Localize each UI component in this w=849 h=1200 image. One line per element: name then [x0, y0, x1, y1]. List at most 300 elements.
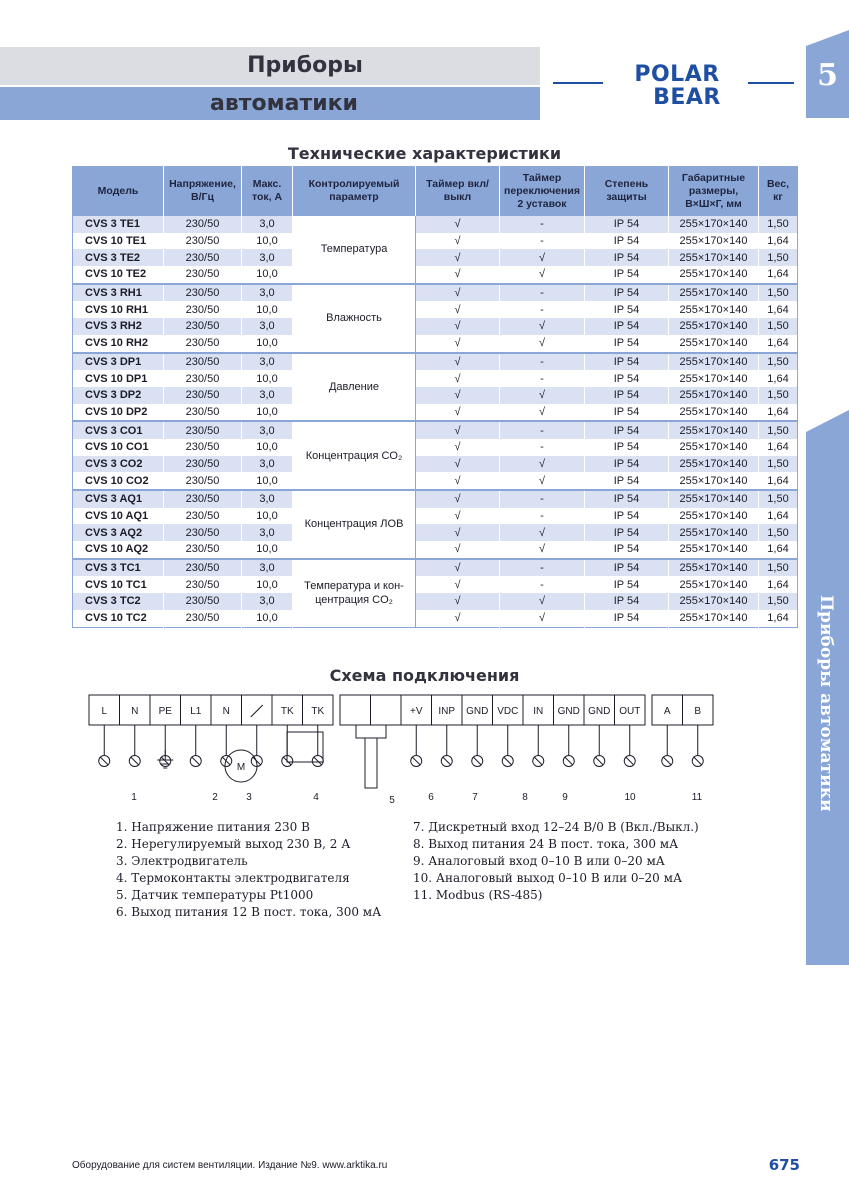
table-cell: 230/50: [164, 541, 242, 559]
table-cell: 255×170×140: [669, 233, 759, 250]
callout-number: 10: [624, 792, 636, 803]
callout-number: 3: [246, 792, 252, 803]
table-cell: 230/50: [164, 216, 242, 233]
terminal-label: TK: [280, 706, 294, 717]
specs-title: Технические характеристики: [287, 144, 562, 163]
callout-number: 6: [428, 792, 434, 803]
table-cell: 255×170×140: [669, 593, 759, 610]
table-cell: 255×170×140: [669, 370, 759, 387]
table-cell: 3,0: [242, 353, 293, 371]
terminal-label: GND: [466, 706, 489, 717]
table-cell: IP 54: [585, 284, 669, 302]
screw-slot: [131, 757, 139, 765]
terminal-label: VDC: [497, 706, 519, 717]
table-cell: √: [500, 610, 585, 627]
table-cell: 255×170×140: [669, 421, 759, 439]
terminal-label: L: [101, 706, 108, 717]
wiring-diagram: [0, 690, 849, 810]
table-cell: CVS 3 CO1: [73, 421, 164, 439]
table-cell: CVS 3 TC2: [73, 593, 164, 610]
screw-slot: [192, 757, 200, 765]
table-row: [73, 490, 798, 508]
table-cell: √: [416, 472, 500, 490]
screw-slot: [626, 757, 634, 765]
footer-text: Оборудование для систем вентиляции. Издание №9. www.arktika.ru: [72, 1160, 388, 1171]
screw-slot: [473, 757, 481, 765]
table-cell: √: [500, 456, 585, 473]
callout-number: 11: [691, 792, 703, 803]
legend-item: 1. Напряжение питания 230 В: [116, 820, 310, 834]
table-cell: 1,50: [759, 559, 798, 577]
table-cell: 230/50: [164, 508, 242, 525]
table-cell: √: [416, 404, 500, 422]
table-cell: √: [416, 541, 500, 559]
table-cell: CVS 10 RH1: [73, 301, 164, 318]
table-cell: √: [416, 233, 500, 250]
table-cell: 1,50: [759, 249, 798, 266]
table-cell: 1,50: [759, 490, 798, 508]
chapter-tab: [806, 30, 849, 118]
chapter-number: 5: [817, 58, 838, 93]
table-cell: 3,0: [242, 490, 293, 508]
table-cell: 10,0: [242, 404, 293, 422]
header-title-line2-box: [0, 87, 540, 120]
legend-item: 9. Аналоговый вход 0–10 В или 0–20 мА: [413, 854, 665, 868]
table-cell: √: [500, 472, 585, 490]
table-cell: 10,0: [242, 233, 293, 250]
table-cell: √: [416, 353, 500, 371]
side-section-label: Приборы автоматики: [816, 595, 836, 812]
table-row: [73, 508, 798, 525]
legend-item: 8. Выход питания 24 В пост. тока, 300 мА: [413, 837, 679, 851]
table-cell: -: [500, 421, 585, 439]
table-cell: 3,0: [242, 421, 293, 439]
legend-item: 3. Электродвигатель: [116, 854, 248, 868]
table-cell: CVS 3 RH1: [73, 284, 164, 302]
table-cell: 255×170×140: [669, 576, 759, 593]
table-cell: 10,0: [242, 439, 293, 456]
terminal-label: PE: [158, 706, 172, 717]
table-cell: 255×170×140: [669, 610, 759, 627]
table-cell: 255×170×140: [669, 490, 759, 508]
table-cell: √: [500, 249, 585, 266]
table-cell: 230/50: [164, 284, 242, 302]
table-cell: -: [500, 490, 585, 508]
table-cell: 1,64: [759, 266, 798, 284]
table-cell: IP 54: [585, 508, 669, 525]
table-cell: CVS 3 TE1: [73, 216, 164, 233]
table-row: [73, 335, 798, 353]
table-cell: 230/50: [164, 472, 242, 490]
screw-slot: [412, 757, 420, 765]
table-cell: 1,64: [759, 541, 798, 559]
table-cell: IP 54: [585, 593, 669, 610]
table-cell: 230/50: [164, 370, 242, 387]
table-cell: √: [500, 524, 585, 541]
table-cell: √: [500, 318, 585, 335]
parameter-cell: Влажность: [293, 284, 416, 353]
table-cell: 230/50: [164, 353, 242, 371]
table-cell: 3,0: [242, 559, 293, 577]
table-row: [73, 439, 798, 456]
motor-label: M: [236, 762, 246, 773]
table-cell: 255×170×140: [669, 387, 759, 404]
table-row: [73, 472, 798, 490]
table-cell: 230/50: [164, 456, 242, 473]
table-cell: 10,0: [242, 335, 293, 353]
table-cell: 1,50: [759, 524, 798, 541]
table-row: [73, 524, 798, 541]
table-cell: 1,64: [759, 472, 798, 490]
table-cell: 3,0: [242, 593, 293, 610]
table-row: [73, 266, 798, 284]
table-cell: IP 54: [585, 559, 669, 577]
table-cell: IP 54: [585, 335, 669, 353]
table-cell: 1,64: [759, 576, 798, 593]
table-cell: -: [500, 576, 585, 593]
screw-slot: [663, 757, 671, 765]
table-cell: CVS 10 RH2: [73, 335, 164, 353]
table-row: [73, 404, 798, 422]
table-cell: 1,50: [759, 216, 798, 233]
table-row: [73, 421, 798, 439]
specs-header-row: [73, 166, 798, 216]
table-cell: -: [500, 439, 585, 456]
terminal-label: B: [694, 706, 702, 717]
table-cell: CVS 10 AQ2: [73, 541, 164, 559]
table-cell: √: [416, 559, 500, 577]
screw-slot: [100, 757, 108, 765]
table-cell: CVS 10 AQ1: [73, 508, 164, 525]
table-row: [73, 610, 798, 627]
table-cell: √: [416, 216, 500, 233]
table-cell: 3,0: [242, 216, 293, 233]
column-header: Вес, кг: [759, 166, 798, 216]
table-cell: 10,0: [242, 508, 293, 525]
terminal-label: IN: [533, 706, 544, 717]
screw-slot: [443, 757, 451, 765]
specs-body: [73, 216, 798, 627]
table-cell: 230/50: [164, 301, 242, 318]
screw-slot: [565, 757, 573, 765]
table-row: [73, 249, 798, 266]
legend-item: 10. Аналоговый выход 0–10 В или 0–20 мА: [413, 871, 683, 885]
table-cell: IP 54: [585, 541, 669, 559]
table-cell: -: [500, 301, 585, 318]
screw-slot: [595, 757, 603, 765]
table-cell: 255×170×140: [669, 439, 759, 456]
table-cell: √: [500, 387, 585, 404]
table-cell: 1,50: [759, 318, 798, 335]
table-cell: 3,0: [242, 318, 293, 335]
table-cell: 230/50: [164, 318, 242, 335]
table-cell: 230/50: [164, 593, 242, 610]
table-cell: √: [500, 541, 585, 559]
table-cell: 230/50: [164, 387, 242, 404]
table-cell: 230/50: [164, 421, 242, 439]
table-cell: 10,0: [242, 301, 293, 318]
regulator-icon: [251, 705, 263, 717]
table-cell: 255×170×140: [669, 508, 759, 525]
table-row: [73, 387, 798, 404]
table-row: [73, 370, 798, 387]
callout-number: 9: [562, 792, 568, 803]
callout-number: 2: [212, 792, 218, 803]
table-cell: 10,0: [242, 610, 293, 627]
table-cell: √: [500, 266, 585, 284]
table-cell: 255×170×140: [669, 559, 759, 577]
table-cell: 255×170×140: [669, 335, 759, 353]
table-cell: 255×170×140: [669, 266, 759, 284]
table-cell: 10,0: [242, 370, 293, 387]
legend-item: 4. Термоконтакты электродвигателя: [116, 871, 350, 885]
terminal-label: OUT: [619, 706, 641, 717]
table-cell: 230/50: [164, 439, 242, 456]
table-cell: -: [500, 284, 585, 302]
column-header: Степень защиты: [585, 166, 669, 216]
screw-slot: [694, 757, 702, 765]
table-cell: √: [500, 335, 585, 353]
table-cell: IP 54: [585, 439, 669, 456]
table-cell: 255×170×140: [669, 318, 759, 335]
table-cell: 10,0: [242, 472, 293, 490]
table-cell: √: [416, 370, 500, 387]
table-cell: √: [416, 301, 500, 318]
table-cell: 3,0: [242, 387, 293, 404]
legend-item: 5. Датчик температуры Pt1000: [116, 888, 314, 902]
table-cell: 255×170×140: [669, 456, 759, 473]
table-row: [73, 559, 798, 577]
legend-left-list: [116, 819, 381, 921]
table-cell: 10,0: [242, 576, 293, 593]
parameter-cell: Концентрация ЛОВ: [293, 490, 416, 559]
table-cell: CVS 3 TC1: [73, 559, 164, 577]
screw-slot: [504, 757, 512, 765]
table-cell: √: [416, 593, 500, 610]
table-cell: 3,0: [242, 284, 293, 302]
callout-number: 5: [389, 795, 395, 806]
table-cell: √: [416, 249, 500, 266]
table-cell: CVS 10 DP1: [73, 370, 164, 387]
table-cell: 230/50: [164, 576, 242, 593]
table-cell: 255×170×140: [669, 249, 759, 266]
terminal-label: GND: [557, 706, 580, 717]
table-cell: √: [416, 387, 500, 404]
table-cell: 1,50: [759, 353, 798, 371]
table-cell: IP 54: [585, 370, 669, 387]
table-cell: -: [500, 508, 585, 525]
table-cell: 1,64: [759, 610, 798, 627]
table-cell: √: [416, 456, 500, 473]
legend-item: 2. Нерегулируемый выход 230 В, 2 А: [116, 837, 351, 851]
logo-left-rule: [553, 82, 603, 84]
column-header: Напряжение, В/Гц: [164, 166, 242, 216]
table-cell: √: [416, 439, 500, 456]
brand-logo-line2: BEAR: [653, 85, 721, 110]
table-cell: IP 54: [585, 456, 669, 473]
table-cell: -: [500, 559, 585, 577]
table-cell: -: [500, 233, 585, 250]
terminal-label: N: [222, 706, 230, 717]
table-cell: CVS 3 TE2: [73, 249, 164, 266]
temperature-sensor-icon: [365, 738, 377, 788]
table-cell: 230/50: [164, 266, 242, 284]
header-title-line1-box: [0, 47, 540, 85]
table-row: [73, 593, 798, 610]
table-row: [73, 284, 798, 302]
parameter-cell: Температура и кон-центрация CO₂: [293, 559, 416, 627]
table-cell: IP 54: [585, 353, 669, 371]
table-cell: CVS 3 RH2: [73, 318, 164, 335]
table-cell: CVS 3 DP2: [73, 387, 164, 404]
logo-right-rule: [748, 82, 794, 84]
table-cell: √: [416, 284, 500, 302]
table-cell: √: [416, 490, 500, 508]
table-row: [73, 353, 798, 371]
column-header: Габаритные размеры, В×Ш×Г, мм: [669, 166, 759, 216]
parameter-cell: Температура: [293, 216, 416, 284]
table-cell: 230/50: [164, 404, 242, 422]
table-cell: 3,0: [242, 456, 293, 473]
table-cell: 1,50: [759, 593, 798, 610]
table-cell: CVS 10 CO1: [73, 439, 164, 456]
terminal-label: TK: [311, 706, 325, 717]
table-row: [73, 318, 798, 335]
sensor-wire: [356, 725, 386, 738]
table-cell: 1,50: [759, 284, 798, 302]
table-cell: √: [416, 508, 500, 525]
table-cell: IP 54: [585, 249, 669, 266]
table-cell: √: [500, 593, 585, 610]
table-cell: IP 54: [585, 266, 669, 284]
table-cell: √: [500, 404, 585, 422]
callout-number: 8: [522, 792, 528, 803]
table-cell: CVS 3 AQ1: [73, 490, 164, 508]
table-cell: IP 54: [585, 233, 669, 250]
terminal-label: A: [663, 706, 671, 717]
table-cell: CVS 10 DP2: [73, 404, 164, 422]
table-cell: 1,64: [759, 404, 798, 422]
table-cell: CVS 10 TE2: [73, 266, 164, 284]
table-row: [73, 233, 798, 250]
table-cell: √: [416, 610, 500, 627]
table-row: [73, 216, 798, 233]
table-cell: CVS 3 AQ2: [73, 524, 164, 541]
table-cell: 255×170×140: [669, 216, 759, 233]
table-cell: IP 54: [585, 576, 669, 593]
table-row: [73, 456, 798, 473]
table-cell: 1,50: [759, 387, 798, 404]
table-cell: 10,0: [242, 266, 293, 284]
table-row: [73, 576, 798, 593]
table-cell: 255×170×140: [669, 541, 759, 559]
table-cell: 255×170×140: [669, 301, 759, 318]
table-cell: 230/50: [164, 335, 242, 353]
table-cell: CVS 3 DP1: [73, 353, 164, 371]
table-cell: 1,64: [759, 439, 798, 456]
table-cell: 255×170×140: [669, 524, 759, 541]
column-header: Макс. ток, А: [242, 166, 293, 216]
table-cell: 1,64: [759, 335, 798, 353]
table-cell: IP 54: [585, 301, 669, 318]
table-cell: IP 54: [585, 490, 669, 508]
parameter-cell: Концентрация CO₂: [293, 421, 416, 490]
table-cell: √: [416, 318, 500, 335]
table-cell: CVS 3 CO2: [73, 456, 164, 473]
table-cell: IP 54: [585, 524, 669, 541]
callout-number: 4: [313, 792, 319, 803]
table-cell: 230/50: [164, 233, 242, 250]
brand-logo-line1: POLAR: [634, 62, 720, 87]
table-cell: 230/50: [164, 524, 242, 541]
table-cell: 1,64: [759, 370, 798, 387]
table-cell: 255×170×140: [669, 404, 759, 422]
table-cell: 255×170×140: [669, 353, 759, 371]
table-cell: √: [416, 576, 500, 593]
column-header: Контролируемый параметр: [293, 166, 416, 216]
table-cell: IP 54: [585, 404, 669, 422]
table-cell: 10,0: [242, 541, 293, 559]
legend-item: 6. Выход питания 12 В пост. тока, 300 мА: [116, 905, 382, 919]
table-cell: 1,50: [759, 421, 798, 439]
table-cell: 3,0: [242, 524, 293, 541]
legend-item: 11. Modbus (RS-485): [413, 888, 543, 902]
table-cell: 3,0: [242, 249, 293, 266]
table-cell: 255×170×140: [669, 472, 759, 490]
callout-number: 1: [131, 792, 137, 803]
callout-number: 7: [472, 792, 478, 803]
table-cell: IP 54: [585, 472, 669, 490]
table-cell: CVS 10 TC2: [73, 610, 164, 627]
table-cell: IP 54: [585, 421, 669, 439]
table-cell: 1,64: [759, 508, 798, 525]
table-cell: 230/50: [164, 490, 242, 508]
terminal-label: GND: [588, 706, 611, 717]
table-cell: -: [500, 353, 585, 371]
terminal-label: INP: [438, 706, 456, 717]
column-header: Таймер переключения 2 уставок: [500, 166, 585, 216]
table-cell: 1,64: [759, 233, 798, 250]
table-cell: √: [416, 266, 500, 284]
table-cell: 1,50: [759, 456, 798, 473]
table-row: [73, 541, 798, 559]
legend-item: 7. Дискретный вход 12–24 В/0 В (Вкл./Выкл.): [413, 820, 699, 834]
table-cell: IP 54: [585, 216, 669, 233]
table-cell: CVS 10 CO2: [73, 472, 164, 490]
header-title-line2: автоматики: [210, 91, 358, 116]
legend-right-list: [413, 819, 699, 904]
terminal-label: +V: [409, 706, 423, 717]
table-cell: IP 54: [585, 318, 669, 335]
table-cell: IP 54: [585, 610, 669, 627]
header-title-line1: Приборы: [247, 53, 363, 78]
table-cell: 230/50: [164, 249, 242, 266]
page-number: 675: [768, 1156, 800, 1174]
screw-slot: [534, 757, 542, 765]
table-row: [73, 301, 798, 318]
terminal-label: L1: [190, 706, 202, 717]
table-cell: -: [500, 216, 585, 233]
table-cell: 1,64: [759, 301, 798, 318]
column-header: Таймер вкл/выкл: [416, 166, 500, 216]
terminal-label: N: [131, 706, 139, 717]
scheme-title: Схема подключения: [329, 666, 520, 685]
specs-table: [72, 166, 798, 628]
table-cell: √: [416, 421, 500, 439]
table-cell: -: [500, 370, 585, 387]
column-header: Модель: [73, 166, 164, 216]
table-cell: IP 54: [585, 387, 669, 404]
